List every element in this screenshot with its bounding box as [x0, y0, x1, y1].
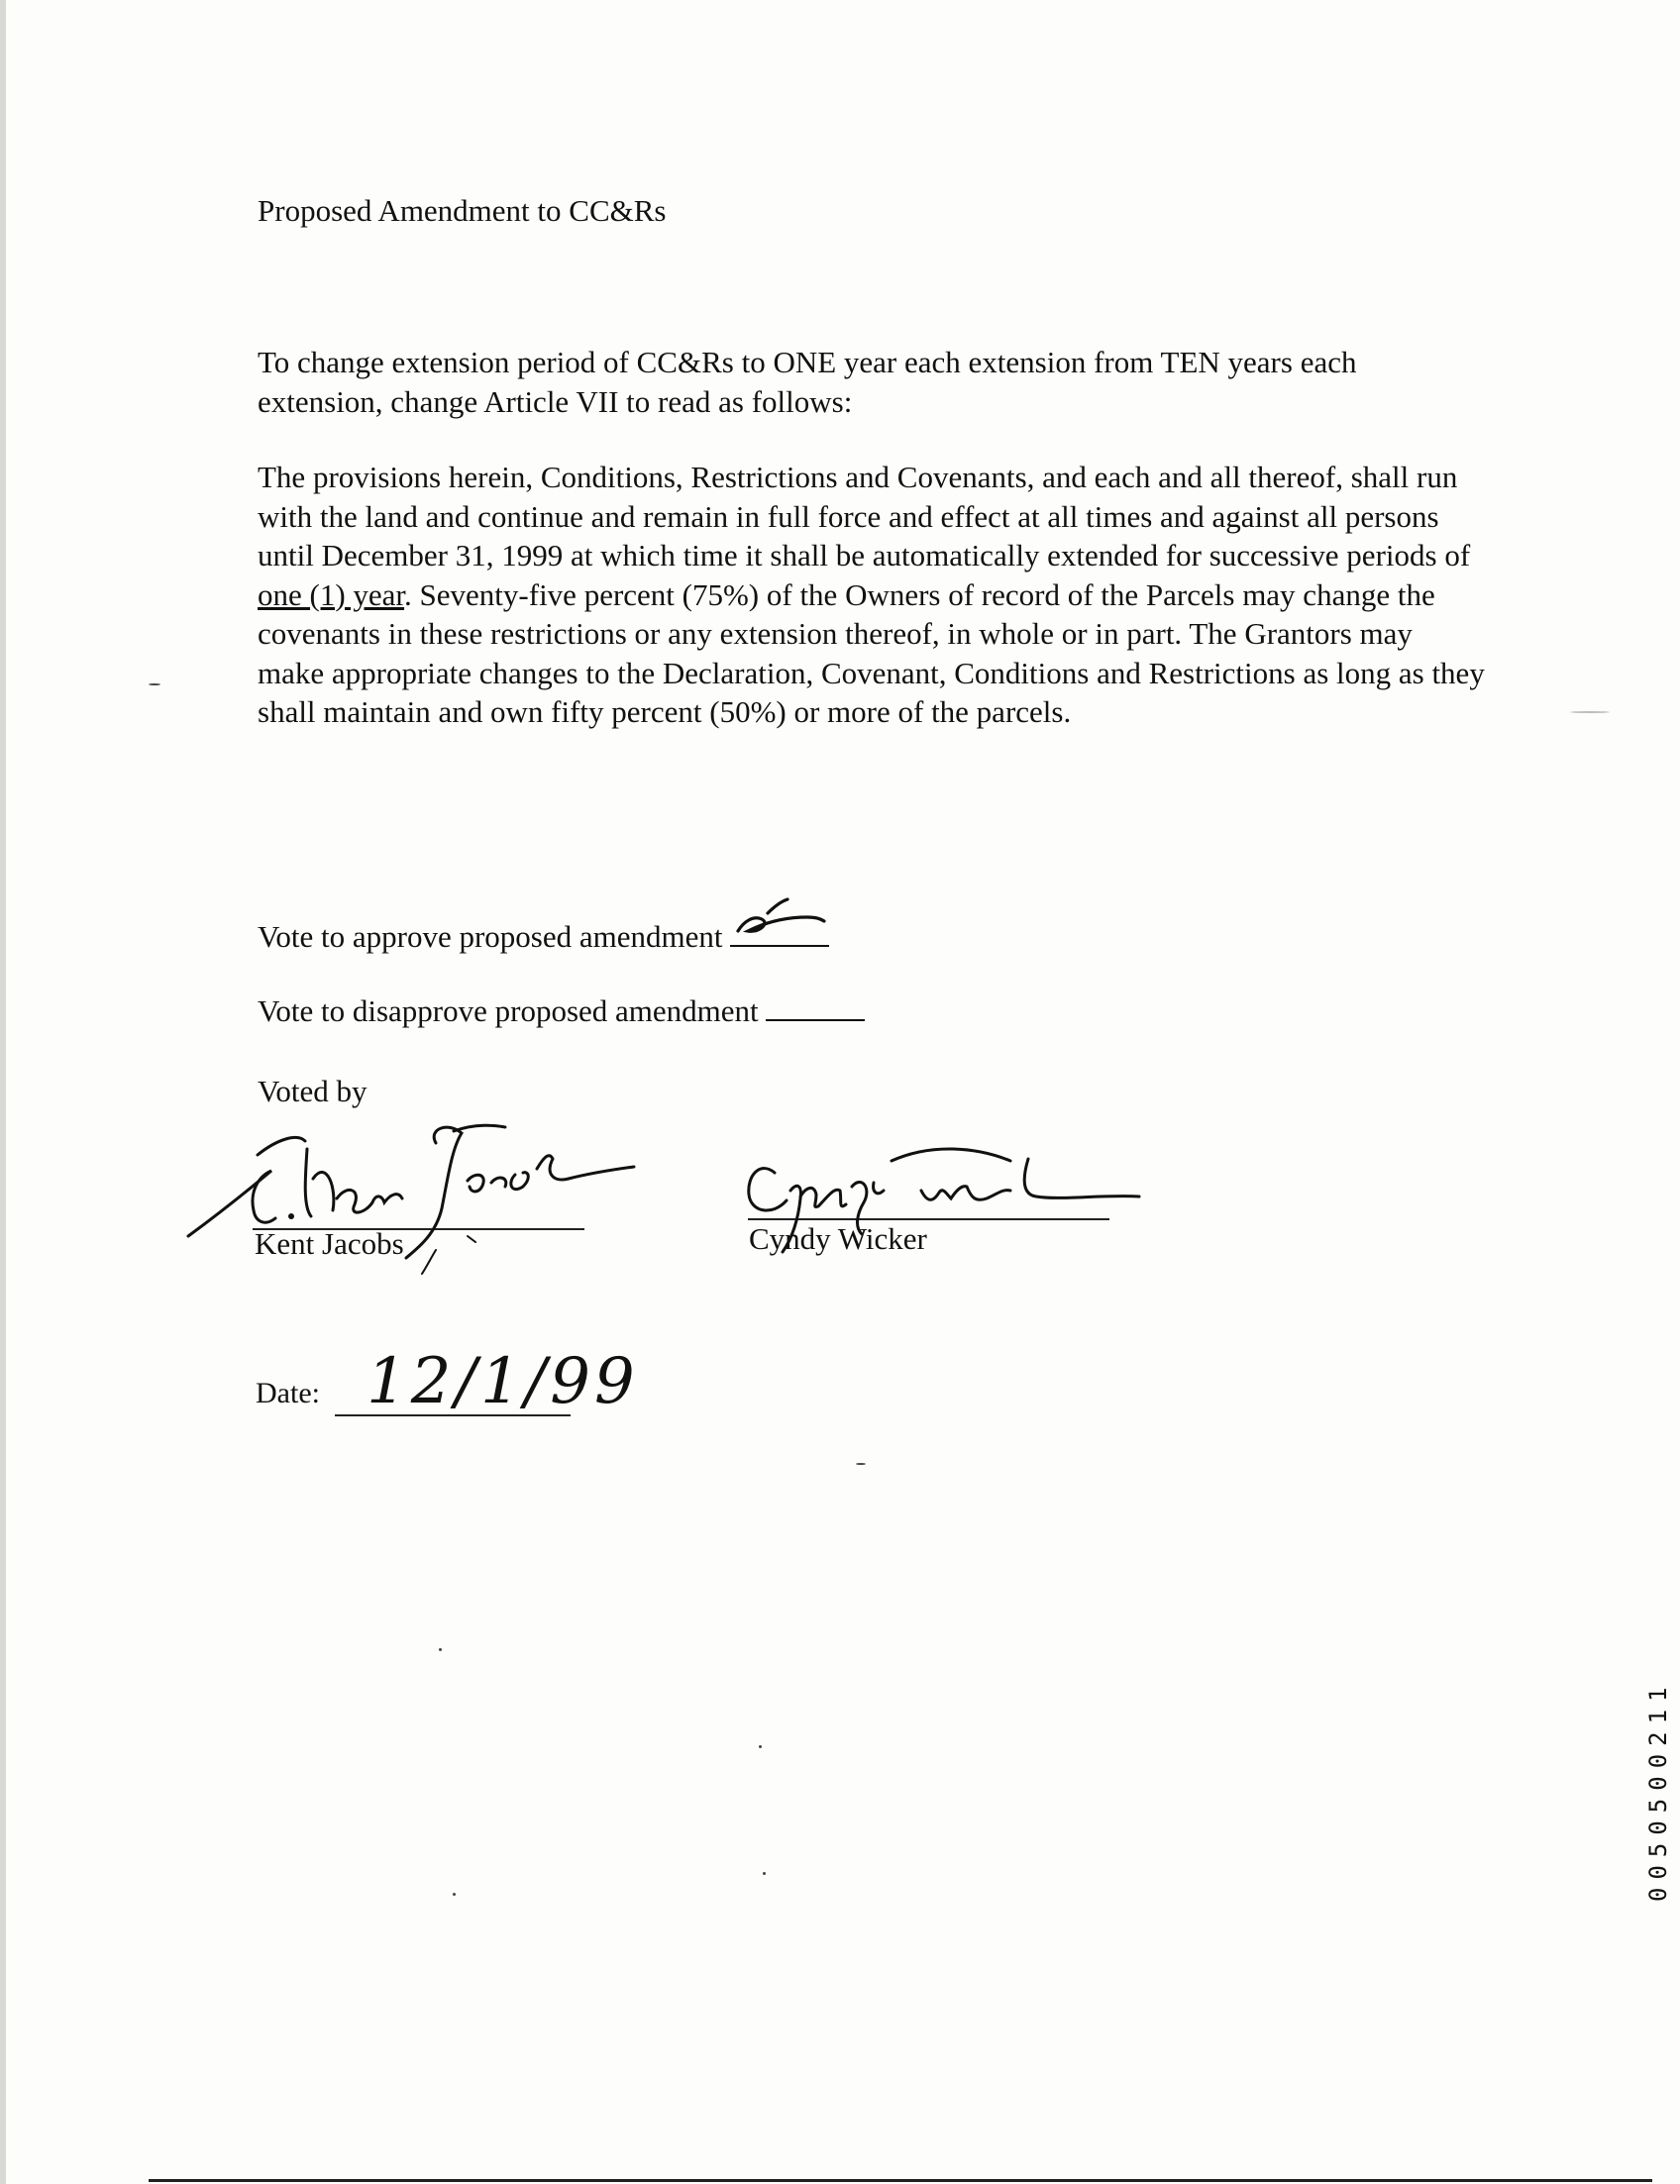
voted-by-label: Voted by	[258, 1074, 368, 1108]
scan-speck	[1570, 711, 1610, 713]
date-label: Date:	[256, 1377, 320, 1409]
scan-speck	[759, 1745, 762, 1748]
scan-speck	[453, 1893, 456, 1896]
intro-paragraph: To change extension period of CC&Rs to ONE year each extension from TEN years each extension, change Article VII to read as follows:	[258, 345, 1357, 419]
vote-disapprove-blank[interactable]	[766, 995, 865, 1021]
vote-approve-blank[interactable]	[730, 917, 829, 947]
recording-stamp-number: 0050500211	[1644, 1679, 1672, 1902]
signer-name-kent-jacobs: Kent Jacobs	[255, 1226, 404, 1261]
provision-underlined-term: one (1) year	[258, 576, 405, 612]
vote-approve-label: Vote to approve proposed amendment	[258, 919, 723, 954]
date-value: 12/1/99	[367, 1345, 639, 1418]
scan-edge	[0, 0, 6, 2184]
recording-stamp	[1621, 1575, 1672, 1902]
vote-approve-line	[258, 917, 829, 955]
provision-text-before: The provisions herein, Conditions, Restrictions and Covenants, and each and all thereof, shall run with the land and continue and remain in full force and effect at all times and against all persons until December 31, 1999 at which time it shall be automatically extended for successive periods of	[258, 460, 1471, 572]
vote-disapprove-label: Vote to disapprove proposed amendment	[258, 993, 759, 1028]
scan-speck	[763, 1872, 766, 1875]
provision-text-after: . Seventy-five percent (75%) of the Owners of record of the Parcels may change the covenants in these restrictions or any extension thereof, in whole or in part. The Grantors may make appropriate changes to the Declaration, Covenant, Conditions and Restrictions as long as they shall maintain and own fifty percent (50%) or more of the parcels.	[258, 576, 1485, 729]
scan-speck	[856, 1463, 866, 1465]
provision-paragraph	[258, 458, 1486, 732]
scan-speck	[149, 683, 160, 685]
signature-kent-jacobs	[188, 1119, 644, 1278]
signer-name-cyndy-wicker: Cyndy Wicker	[749, 1221, 927, 1256]
signature-cyndy-wicker	[743, 1139, 1139, 1268]
document-title: Proposed Amendment to CC&Rs	[258, 193, 667, 228]
vote-disapprove-line	[258, 993, 865, 1029]
page-bottom-rule	[149, 2179, 1652, 2182]
approve-check-mark	[730, 895, 829, 945]
scan-speck	[439, 1648, 442, 1651]
